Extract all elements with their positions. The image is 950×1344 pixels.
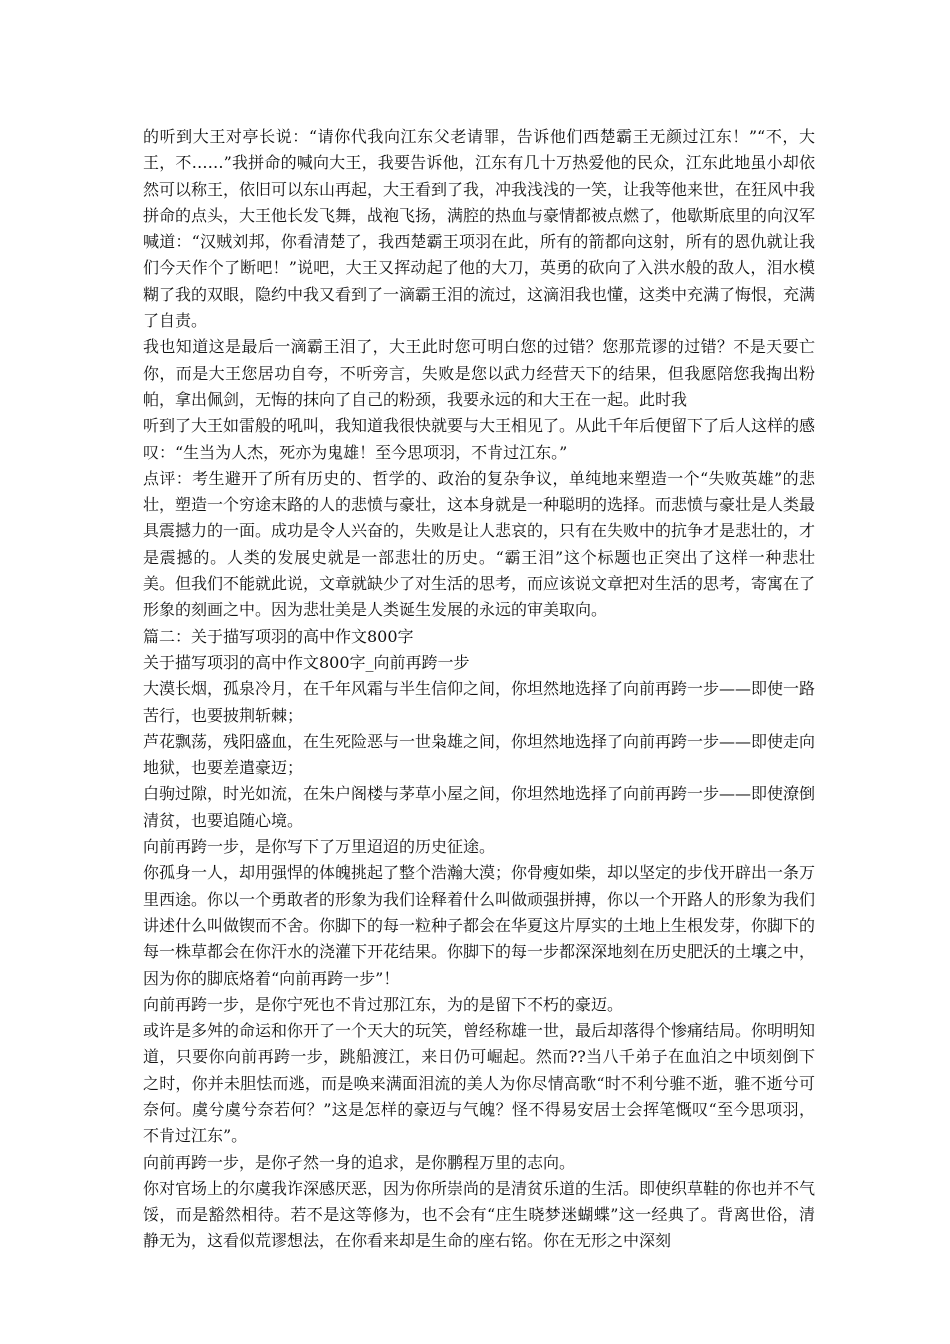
paragraph-14: 向前再跨一步，是你孑然一身的追求，是你鹏程万里的志向。 bbox=[143, 1152, 576, 1172]
paragraph-8: 芦花飘荡，残阳盛血，在生死险恶与一世枭雄之间，你坦然地选择了向前再跨一步——即使走向地狱，也要差遣豪迈； bbox=[143, 731, 816, 778]
essay-title: 关于描写项羽的高中作文800字_向前再跨一步 bbox=[143, 652, 470, 672]
section-heading: 篇二：关于描写项羽的高中作文800字 bbox=[143, 626, 414, 646]
paragraph-1: 的听到大王对亭长说：“请你代我向江东父老请罪，告诉他们西楚霸王无颜过江东！”“不，大王，不……”我拼命的喊向大王，我要告诉他，江东有几十万热爱他的民众，江东此地虽小却依然可以称王，依旧可以东山再起，大王看到了我，冲我浅浅的一笑，让我等他来世，在狂风中我拼命的点头，大王他长发飞舞，战袍飞扬，满腔的热血与豪情都被点燃了，他歇斯底里的向汉军喊道：“汉贼刘邦，你看清楚了，我西楚霸王项羽在此，所有的箭都向这射，所有的恩仇就让我们今天作个了断吧！”说吧，大王又挥动起了他的大刀，英勇的砍向了入洪水般的敌人，泪水模糊了我的双眼，隐约中我又看到了一滴霸王泪的流过，这滴泪我也懂，这类中充满了悔恨，充满了自责。 bbox=[143, 127, 816, 331]
paragraph-3: 听到了大王如雷般的吼叫，我知道我很快就要与大王相见了。从此千年后便留下了后人这样的感叹：“生当为人杰，死亦为鬼雄！至今思项羽，不肯过江东。” bbox=[143, 416, 816, 462]
paragraph-13: 或许是多舛的命运和你开了一个天大的玩笑，曾经称雄一世，最后却落得个惨痛结局。你明明知道，只要你向前再跨一步，跳船渡江，来日仍可崛起。然而??当八千弟子在血泊之中顷刻倒下之时，你并未胆怯而逃，而是唤来满面泪流的美人为你尽情高歌“时不利兮骓不逝，骓不逝兮可奈何。虞兮虞兮奈若何？”这是怎样的豪迈与气魄？怪不得易安居士会挥笔慨叹“至今思项羽，不肯过江东”。 bbox=[143, 1021, 816, 1146]
review-paragraph: 点评：考生避开了所有历史的、哲学的、政治的复杂争议，单纯地来塑造一个“失败英雄”的悲壮，塑造一个穷途末路的人的悲愤与豪壮，这本身就是一种聪明的选择。而悲愤与豪壮是人类最具震撼力的一面。成功是令人兴奋的，失败是让人悲哀的，只有在失败中的抗争才是悲壮的，才是震撼的。人类的发展史就是一部悲壮的历史。“霸王泪”这个标题也正突出了这样一种悲壮美。但我们不能就此说，文章就缺少了对生活的思考，而应该说文章把对生活的思考，寄寓在了形象的刻画之中。因为悲壮美是人类诞生发展的永远的审美取向。 bbox=[143, 468, 816, 620]
paragraph-15: 你对官场上的尔虞我诈深感厌恶，因为你所崇尚的是清贫乐道的生活。即使织草鞋的你也并不气馁，而是豁然相待。若不是这等修为，也不会有“庄生晓梦迷蝴蝶”这一经典了。背离世俗，清静无为，这看似荒谬想法，在你看来却是生命的座右铭。你在无形之中深刻 bbox=[143, 1178, 816, 1251]
paragraph-7: 大漠长烟，孤泉冷月，在千年风霜与半生信仰之间，你坦然地选择了向前再跨一步——即使一路苦行，也要披荆斩棘； bbox=[143, 679, 816, 725]
paragraph-2: 我也知道这是最后一滴霸王泪了，大王此时您可明白您的过错？您那荒谬的过错？不是天要亡你，而是大王您居功自夸，不听旁言，失败是您以武力经营天下的结果，但我愿陪您我掏出粉帕，拿出佩剑，无悔的抹向了自己的粉颈，我要永远的和大王在一起。此时我 bbox=[143, 337, 815, 409]
paragraph-12: 向前再跨一步，是你宁死也不肯过那江东，为的是留下不朽的豪迈。 bbox=[143, 994, 624, 1014]
paragraph-10: 向前再跨一步，是你写下了万里迢迢的历史征途。 bbox=[143, 837, 496, 857]
paragraph-11: 你孤身一人，却用强悍的体魄挑起了整个浩瀚大漠；你骨瘦如柴，却以坚定的步伐开辟出一条万里西途。你以一个勇敢者的形象为我们诠释着什么叫做顽强拼搏，你以一个开路人的形象为我们讲述什么叫做锲而不舍。你脚下的每一粒种子都会在华夏这片厚实的土地上生根发芽，你脚下的每一株草都会在你汗水的浇灌下开花结果。你脚下的每一步都深深地刻在历史肥沃的土壤之中，因为你的脚底烙着“向前再跨一步”！ bbox=[143, 863, 816, 988]
paragraph-9: 白驹过隙，时光如流，在朱户阁楼与茅草小屋之间，你坦然地选择了向前再跨一步——即使潦倒清贫，也要追随心境。 bbox=[143, 784, 816, 830]
document-body bbox=[143, 124, 815, 1255]
